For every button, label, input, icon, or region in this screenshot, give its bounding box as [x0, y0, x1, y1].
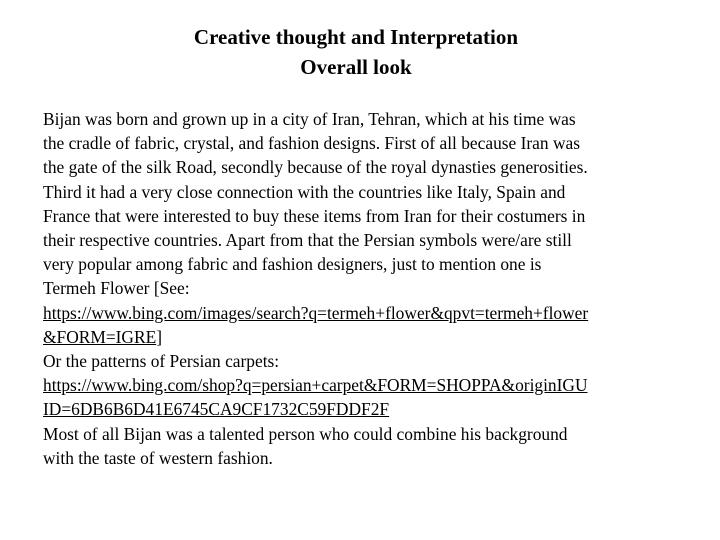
carpet-link-line-2	[43, 397, 683, 421]
title-line-1: Creative thought and Interpretation	[193, 25, 519, 49]
body-paragraph	[43, 107, 683, 470]
termeh-flower-link[interactable]: https://www.bing.com/images/search?q=termeh+flower&qpvt=termeh+flower	[43, 302, 589, 323]
link-bracket: ]	[156, 326, 162, 347]
closing-line: Most of all Bijan was a talented person who could combine his background	[43, 423, 568, 444]
body-line: Third it had a very close connection with the countries like Italy, Spain and	[43, 181, 566, 202]
persian-carpet-link-continued[interactable]: ID=6DB6B6D41E6745CA9CF1732C59FDDF2F	[43, 399, 390, 420]
carpets-intro: Or the patterns of Persian carpets:	[43, 351, 280, 372]
termeh-link-line-2	[43, 325, 683, 349]
body-line: the gate of the silk Road, secondly because of the royal dynasties generosities.	[43, 157, 588, 178]
termeh-link-line-1	[43, 301, 683, 325]
carpet-link-line-1	[43, 373, 683, 397]
body-line: Termeh Flower [See:	[43, 278, 190, 299]
body-line: very popular among fabric and fashion designers, just to mention one is	[43, 254, 542, 275]
termeh-flower-link-continued[interactable]: &FORM=IGRE	[43, 326, 157, 347]
persian-carpet-link[interactable]: https://www.bing.com/shop?q=persian+carpet&FORM=SHOPPA&originIGU	[43, 375, 588, 396]
body-line: their respective countries. Apart from that the Persian symbols were/are still	[43, 230, 572, 251]
closing-line: with the taste of western fashion.	[43, 447, 273, 468]
body-line: Bijan was born and grown up in a city of Iran, Tehran, which at his time was	[43, 109, 576, 129]
title-line-2: Overall look	[300, 55, 412, 79]
slide-title	[0, 22, 712, 82]
body-line: France that were interested to buy these items from Iran for their costumers in	[43, 205, 586, 226]
body-line: the cradle of fabric, crystal, and fashion designs. First of all because Iran was	[43, 133, 580, 154]
